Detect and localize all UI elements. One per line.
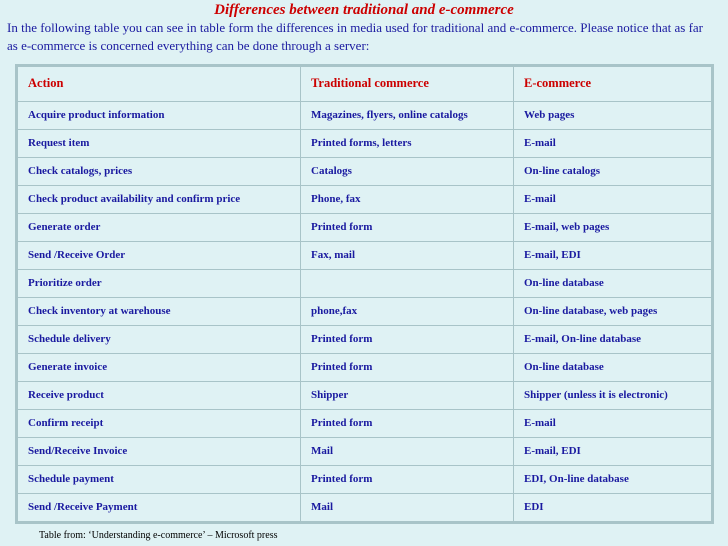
cell-traditional-commerce: Printed form xyxy=(301,213,514,241)
cell-e-commerce: E-mail xyxy=(514,129,712,157)
table-row xyxy=(18,241,712,269)
cell-action: Prioritize order xyxy=(18,269,301,297)
table-row xyxy=(18,101,712,129)
header-traditional-commerce: Traditional commerce xyxy=(301,67,514,102)
cell-action: Send /Receive Order xyxy=(18,241,301,269)
header-action: Action xyxy=(18,67,301,102)
page-title: Differences between traditional and e-commerce xyxy=(214,2,514,18)
table-row xyxy=(18,353,712,381)
cell-action: Check catalogs, prices xyxy=(18,157,301,185)
cell-e-commerce: E-mail xyxy=(514,409,712,437)
cell-traditional-commerce: Printed form xyxy=(301,353,514,381)
cell-traditional-commerce: Fax, mail xyxy=(301,241,514,269)
cell-e-commerce: E-mail, On-line database xyxy=(514,325,712,353)
table-row xyxy=(18,213,712,241)
cell-traditional-commerce xyxy=(301,269,514,297)
cell-traditional-commerce: Mail xyxy=(301,493,514,521)
cell-action: Check product availability and confirm price xyxy=(18,185,301,213)
cell-traditional-commerce: Printed form xyxy=(301,409,514,437)
header-e-commerce: E-commerce xyxy=(514,67,712,102)
table-row xyxy=(18,185,712,213)
table-row xyxy=(18,157,712,185)
cell-e-commerce: EDI xyxy=(514,493,712,521)
cell-action: Send/Receive Invoice xyxy=(18,437,301,465)
cell-traditional-commerce: Catalogs xyxy=(301,157,514,185)
table-row xyxy=(18,465,712,493)
cell-e-commerce: On-line database, web pages xyxy=(514,297,712,325)
table-row xyxy=(18,437,712,465)
cell-e-commerce: EDI, On-line database xyxy=(514,465,712,493)
cell-action: Acquire product information xyxy=(18,101,301,129)
cell-traditional-commerce: Printed form xyxy=(301,325,514,353)
cell-e-commerce: Shipper (unless it is electronic) xyxy=(514,381,712,409)
cell-e-commerce: Web pages xyxy=(514,101,712,129)
cell-traditional-commerce: Printed forms, letters xyxy=(301,129,514,157)
table-row xyxy=(18,409,712,437)
cell-e-commerce: On-line database xyxy=(514,269,712,297)
table-source-caption: Table from: ‘Understanding e-commerce’ – Microsoft press xyxy=(39,530,278,541)
cell-action: Generate invoice xyxy=(18,353,301,381)
cell-action: Receive product xyxy=(18,381,301,409)
cell-action: Generate order xyxy=(18,213,301,241)
table-row xyxy=(18,493,712,521)
cell-action: Schedule payment xyxy=(18,465,301,493)
table-row xyxy=(18,129,712,157)
cell-action: Confirm receipt xyxy=(18,409,301,437)
cell-e-commerce: On-line database xyxy=(514,353,712,381)
cell-traditional-commerce: Phone, fax xyxy=(301,185,514,213)
comparison-table-body xyxy=(18,67,712,522)
cell-e-commerce: E-mail, EDI xyxy=(514,437,712,465)
table-header-row xyxy=(18,67,712,102)
comparison-table xyxy=(17,66,712,522)
cell-e-commerce: On-line catalogs xyxy=(514,157,712,185)
table-row xyxy=(18,297,712,325)
intro-paragraph: In the following table you can see in table form the differences in media used for traditional and e-commerce. Please notice that as far as e-commerce is concerned everything can be done through a server: xyxy=(7,20,703,53)
cell-traditional-commerce: phone,fax xyxy=(301,297,514,325)
cell-action: Request item xyxy=(18,129,301,157)
cell-e-commerce: E-mail, EDI xyxy=(514,241,712,269)
cell-e-commerce: E-mail, web pages xyxy=(514,213,712,241)
cell-traditional-commerce: Magazines, flyers, online catalogs xyxy=(301,101,514,129)
cell-action: Send /Receive Payment xyxy=(18,493,301,521)
table-row xyxy=(18,381,712,409)
cell-traditional-commerce: Shipper xyxy=(301,381,514,409)
cell-e-commerce: E-mail xyxy=(514,185,712,213)
cell-traditional-commerce: Mail xyxy=(301,437,514,465)
cell-action: Schedule delivery xyxy=(18,325,301,353)
comparison-table-container xyxy=(15,64,714,524)
table-row xyxy=(18,269,712,297)
table-row xyxy=(18,325,712,353)
cell-action: Check inventory at warehouse xyxy=(18,297,301,325)
cell-traditional-commerce: Printed form xyxy=(301,465,514,493)
